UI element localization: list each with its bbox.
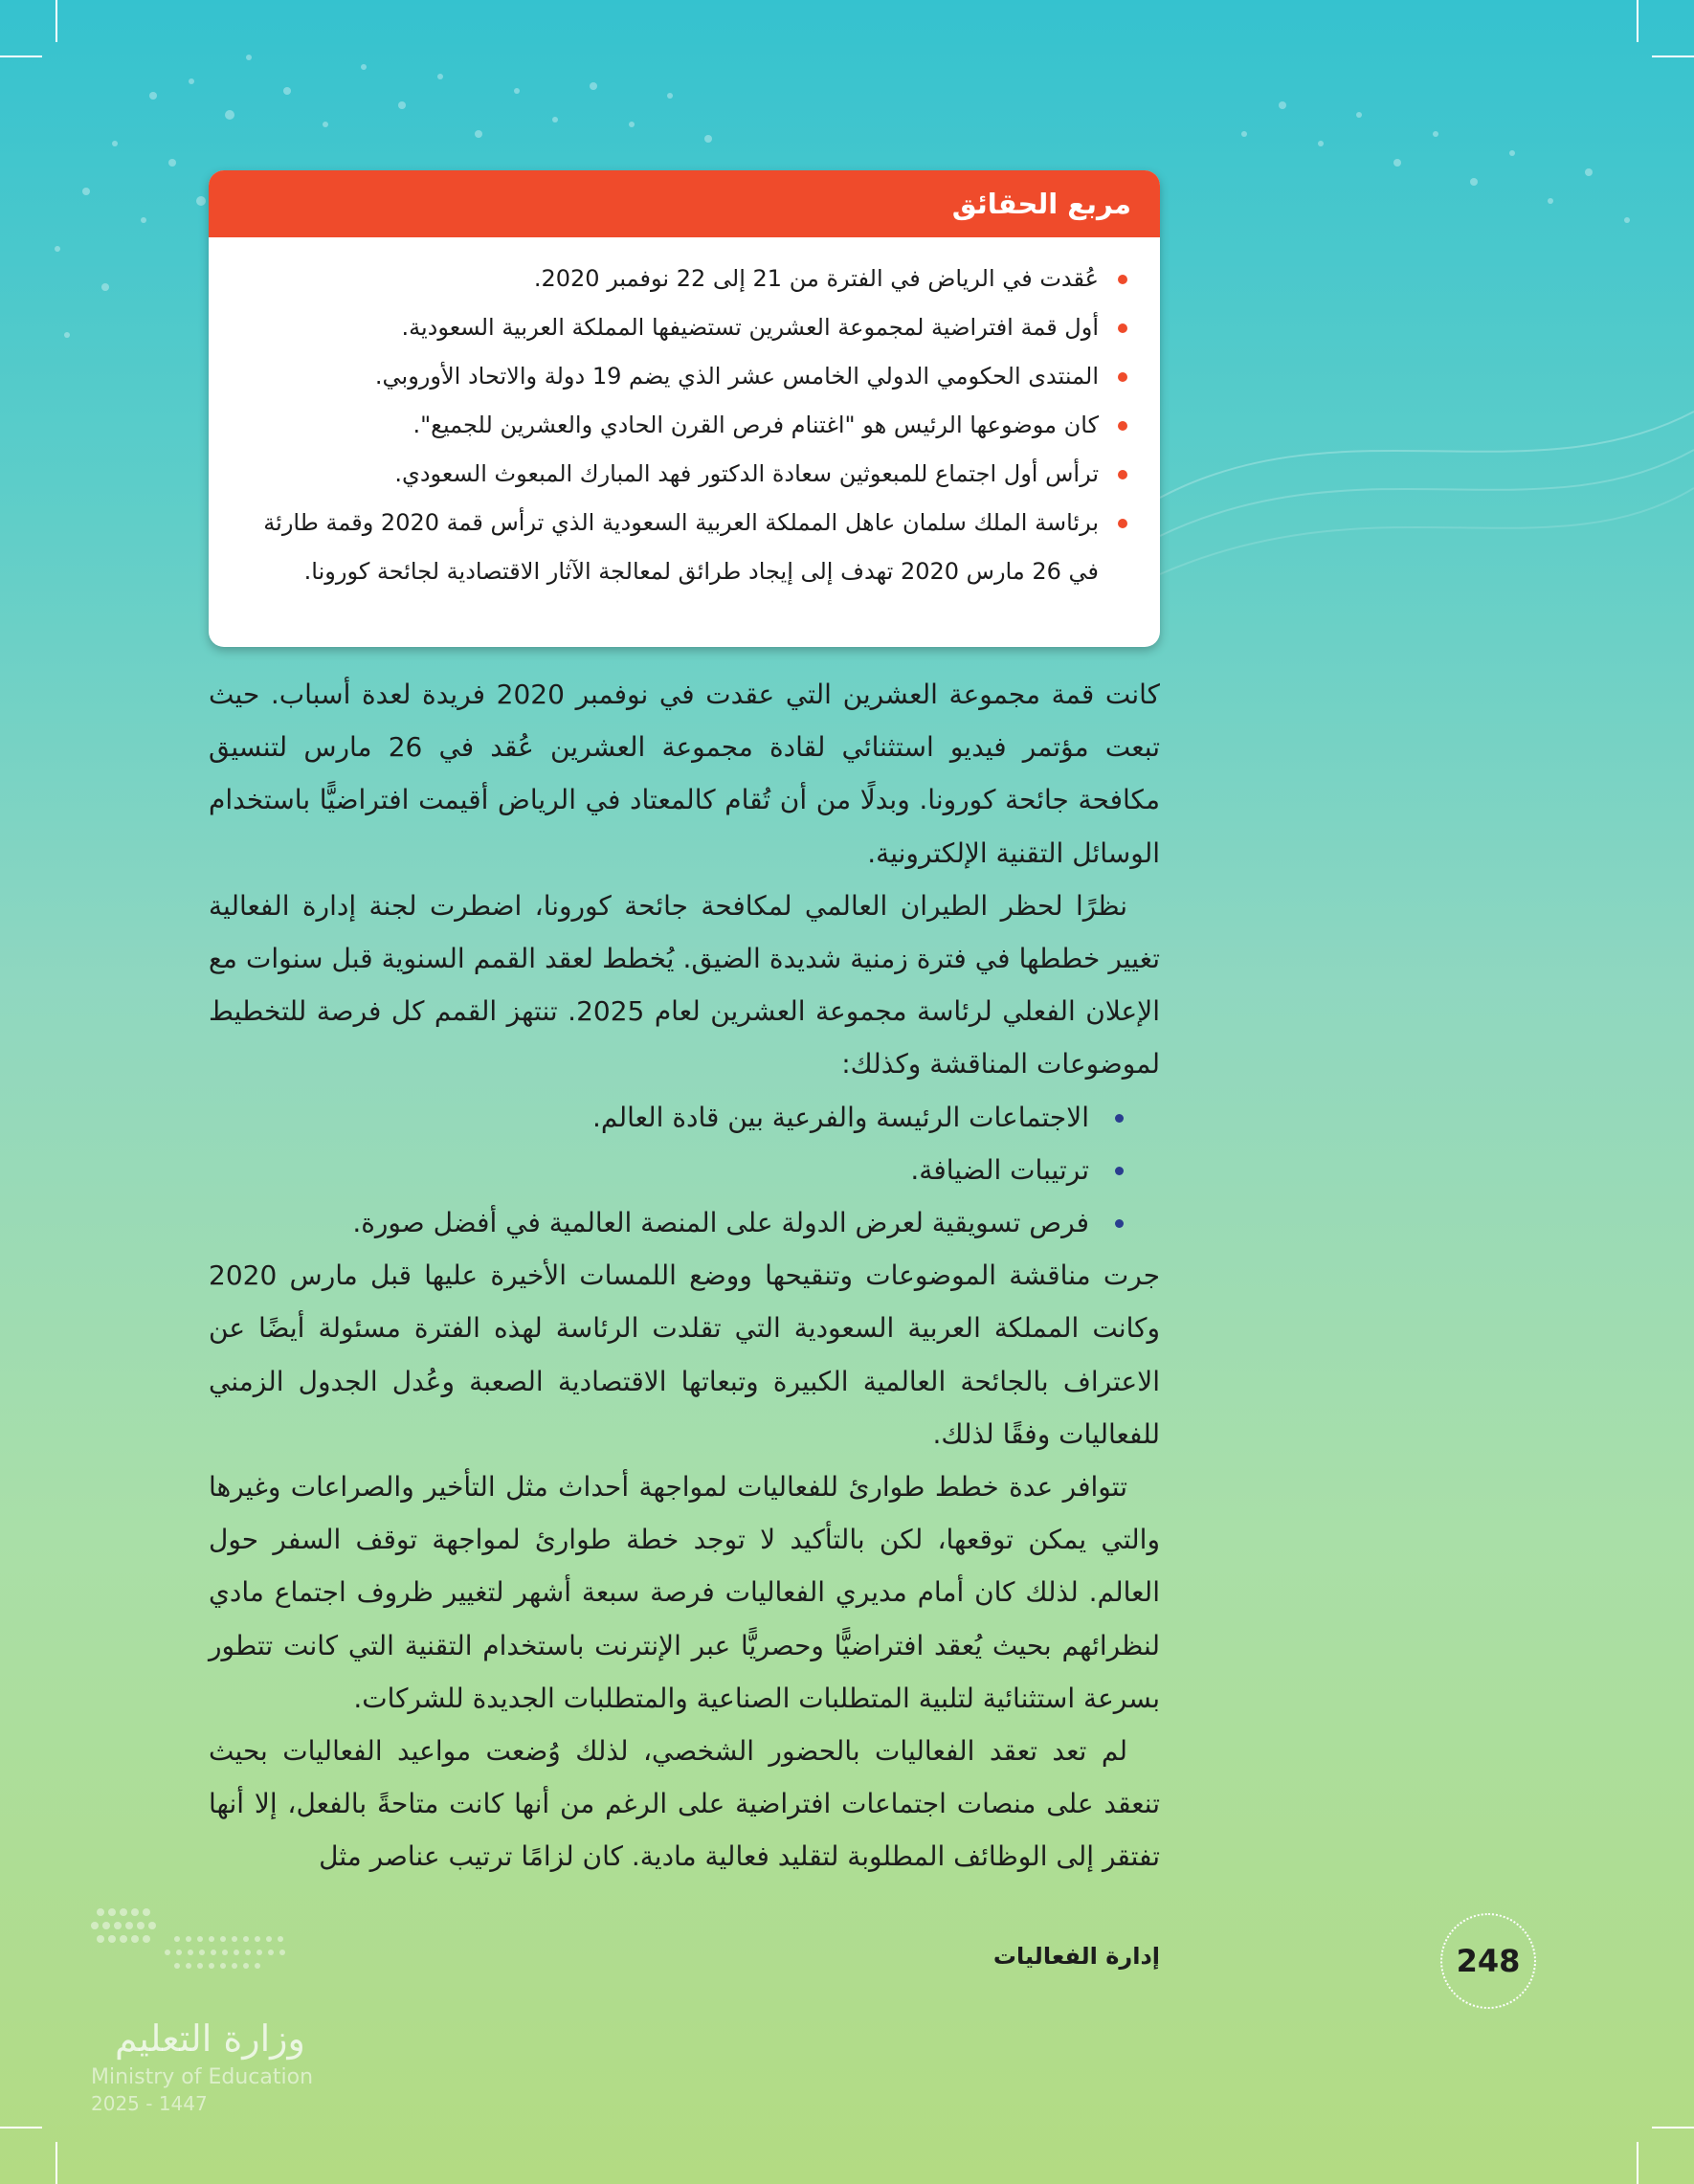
paragraph: نظرًا لحظر الطيران العالمي لمكافحة جائحة كورونا، اضطرت لجنة إدارة الفعالية تغيير خططها في فترة زمنية شديدة الضيق. يُخطط لعقد القمم السنوية قبل سنوات مع الإعلان الفعلي لرئاسة مجموعة العشرين لعام 2025. تنتهز القمم كل فرصة للتخطيط لموضوعات المناقشة وكذلك: [209,889,1160,1081]
paragraph: جرت مناقشة الموضوعات وتنقيحها ووضع اللمسات الأخيرة عليها قبل مارس 2020 وكانت المملكة العربية السعودية التي تقلدت الرئاسة لهذه الفترة مسئولة أيضًا عن الاعتراف بالجائحة العالمية الكبيرة وتبعاتها الاقتصادية الصعبة وعُدل الجدول الزمني للفعاليات وفقًا لذلك. [209,1259,1160,1450]
page-number-badge [1440,1913,1536,2009]
crop-mark-top-right-h [1652,56,1694,57]
bullet-item: ترتيبات الضيافة. [209,1144,1160,1196]
fact-item: عُقدت في الرياض في الفترة من 21 إلى 22 نوفمبر 2020. [247,255,1131,303]
crop-mark-bottom-right [1637,2142,1638,2184]
ministry-logo-arabic: وزارة التعليم [115,2017,305,2060]
paragraph: لم تعد تعقد الفعاليات بالحضور الشخصي، لذلك وُضعت مواعيد الفعاليات بحيث تنعقد على منصات اجتماعات افتراضية على الرغم من أنها كانت متاحةً بالفعل، إلا أنها تفتقر إلى الوظائف المطلوبة لتقليد فعالية مادية. كان لزامًا ترتيب عناصر مثل [209,1735,1160,1873]
crop-mark-bottom-right-h [1652,2127,1694,2128]
crop-mark-top-right [1637,0,1638,42]
bullet-list [209,1091,1160,1250]
paragraph: كانت قمة مجموعة العشرين التي عقدت في نوفمبر 2020 فريدة لعدة أسباب. حيث تبعت مؤتمر فيديو استثنائي لقادة مجموعة العشرين عُقد في 26 مارس لتنسيق مكافحة جائحة كورونا. وبدلًا من أن تُقام كالمعتاد في الرياض أقيمت افتراضيًّا باستخدام الوسائل التقنية الإلكترونية. [209,679,1161,869]
crop-mark-bottom-left-h [0,2127,42,2128]
fact-item: أول قمة افتراضية لمجموعة العشرين تستضيفها المملكة العربية السعودية. [247,303,1131,352]
main-text [209,668,1160,1883]
fact-item: برئاسة الملك سلمان عاهل المملكة العربية السعودية الذي ترأس قمة 2020 وقمة طارئة في 26 مارس 2020 تهدف إلى إيجاد طرائق لمعالجة الآثار الاقتصادية لجائحة كورونا. [247,499,1131,596]
fact-item: كان موضوعها الرئيس هو "اغتنام فرص القرن الحادي والعشرين للجميع". [247,401,1131,450]
bullet-item: الاجتماعات الرئيسة والفرعية بين قادة العالم. [209,1091,1160,1144]
crop-mark-top-left [56,0,57,42]
section-title: إدارة الفعاليات [992,1943,1160,1970]
crop-mark-bottom-left [56,2142,57,2184]
ministry-logo-english: Ministry of Education [91,2065,314,2089]
crop-mark-top-left-h [0,56,42,57]
facts-box [209,170,1160,647]
paragraph: تتوافر عدة خطط طوارئ للفعاليات لمواجهة أحداث مثل التأخير والصراعات وغيرها والتي يمكن توقعها، لكن بالتأكيد لا توجد خطة طوارئ لمواجهة توقف السفر حول العالم. لذلك كان أمام مديري الفعاليات فرصة سبعة أشهر لتغيير ظروف اجتماع مادي لنظرائهم بحيث يُعقد افتراضيًّا وحصريًّا عبر الإنترنت باستخدام التقنية التي كانت تتطور بسرعة استثنائية لتلبية المتطلبات الصناعية والمتطلبات الجديدة للشركات. [209,1471,1160,1714]
facts-list [209,237,1160,596]
bullet-item: فرص تسويقية لعرض الدولة على المنصة العالمية في أفضل صورة. [209,1196,1160,1249]
page-number: 248 [1456,1943,1521,1979]
facts-box-title: مربع الحقائق [209,170,1160,237]
ministry-logo-year: 2025 - 1447 [91,2092,208,2115]
fact-item: ترأس أول اجتماع للمبعوثين سعادة الدكتور فهد المبارك المبعوث السعودي. [247,450,1131,499]
fact-item: المنتدى الحكومي الدولي الخامس عشر الذي يضم 19 دولة والاتحاد الأوروبي. [247,352,1131,401]
